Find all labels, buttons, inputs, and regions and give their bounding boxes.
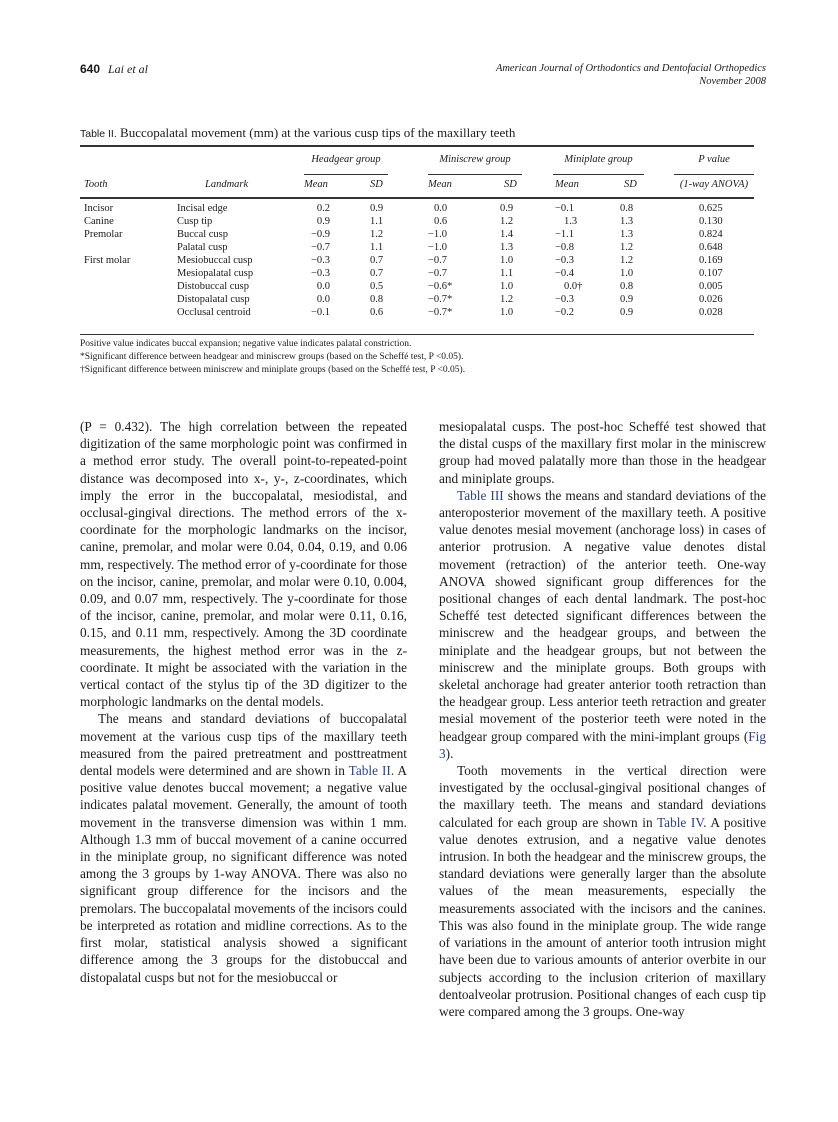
hg-sd-cell: 0.7 xyxy=(370,268,384,279)
table-ii-link[interactable]: Table II xyxy=(348,763,391,779)
p-value-cell: 0.130 xyxy=(699,216,723,227)
mp-sd-cell: 1.3 xyxy=(620,229,634,240)
col-header-ms-sd: SD xyxy=(504,179,517,190)
p-value-cell: 0.026 xyxy=(699,294,723,305)
fig-3-link[interactable]: Fig 3 xyxy=(439,728,766,761)
landmark-cell: Cusp tip xyxy=(177,216,213,227)
tooth-cell: Incisor xyxy=(84,203,114,214)
tooth-cell: First molar xyxy=(84,255,131,266)
mp-mean-cell: 0.0† xyxy=(564,281,583,292)
landmark-cell: Mesiopalatal cusp xyxy=(177,268,254,279)
mp-sd-cell: 1.0 xyxy=(620,268,634,279)
hg-sd-cell: 0.9 xyxy=(370,203,384,214)
hg-mean-cell: 0.9 xyxy=(316,216,330,227)
table-row xyxy=(0,229,838,242)
table-row xyxy=(0,294,838,307)
table-caption xyxy=(80,125,515,141)
paragraph-text: . A positive value denotes buccal movement; a negative value indicates palatal movement. Generally, the amount of tooth movement in the transverse dimension was within 1 mm. Although 1.3 mm of buccal movement of a canine occurred in the miniplate group, no significant difference was noted among the 3 groups by 1-way ANOVA. There was also no significant group difference for the incisors and the premolars. The buccopalatal movements of the incisors could be interpreted as rotation and midline corrections. As to the first molar, statistical analysis showed a significant difference among the 3 groups for the distobuccal and distopalatal cusps but not for the mesiobuccal or xyxy=(80,763,407,985)
ms-mean-cell: −0.7 xyxy=(428,268,448,279)
ms-sd-cell: 1.2 xyxy=(500,294,514,305)
mp-sd-cell: 0.9 xyxy=(620,307,634,318)
ms-mean-cell: 0.0 xyxy=(434,203,448,214)
table-row xyxy=(0,216,838,229)
hg-sd-cell: 0.7 xyxy=(370,255,384,266)
paragraph-scheffe-result: mesiopalatal cusps. The post-hoc Scheffé test showed that the distal cusps of the maxillary first molar in the miniscrew group had moved palatally more than those in the headgear and miniplate groups. xyxy=(439,419,766,486)
table-row xyxy=(0,203,838,216)
hg-mean-cell: −0.3 xyxy=(310,255,330,266)
body-column-left xyxy=(80,418,407,986)
ms-sd-cell: 1.1 xyxy=(500,268,514,279)
group-header-miniplate: Miniplate group xyxy=(564,154,633,165)
col-header-mp-mean: Mean xyxy=(555,179,579,190)
hg-sd-cell: 0.8 xyxy=(370,294,384,305)
ms-mean-cell: −0.7* xyxy=(428,307,453,318)
mp-mean-cell: −0.4 xyxy=(555,268,575,279)
journal-info xyxy=(496,62,766,88)
ms-mean-cell: −1.0 xyxy=(428,242,448,253)
landmark-cell: Incisal edge xyxy=(177,203,228,214)
hg-sd-cell: 1.1 xyxy=(370,242,384,253)
ms-mean-cell: −0.7* xyxy=(428,294,453,305)
landmark-cell: Occlusal centroid xyxy=(177,307,251,318)
p-value-cell: 0.169 xyxy=(699,255,723,266)
ms-mean-cell: −1.0 xyxy=(428,229,448,240)
hg-mean-cell: −0.9 xyxy=(310,229,330,240)
p-value-cell: 0.625 xyxy=(699,203,723,214)
p-value-cell: 0.005 xyxy=(699,281,723,292)
hg-mean-cell: −0.7 xyxy=(310,242,330,253)
table-row xyxy=(0,255,838,268)
table-footnote-asterisk: *Significant difference between headgear and miniscrew groups (based on the Scheffé test, P <0.05). xyxy=(80,352,464,362)
landmark-cell: Mesiobuccal cusp xyxy=(177,255,253,266)
table-top-rule xyxy=(80,145,754,147)
landmark-cell: Distopalatal cusp xyxy=(177,294,250,305)
ms-sd-cell: 1.0 xyxy=(500,307,514,318)
col-header-landmark: Landmark xyxy=(205,179,249,190)
landmark-cell: Palatal cusp xyxy=(177,242,228,253)
ms-sd-cell: 1.0 xyxy=(500,255,514,266)
hg-sd-cell: 0.6 xyxy=(370,307,384,318)
ms-mean-cell: 0.6 xyxy=(434,216,448,227)
journal-title: American Journal of Orthodontics and Dentofacial Orthopedics xyxy=(495,63,766,74)
mp-sd-cell: 1.2 xyxy=(620,242,634,253)
mp-mean-cell: −0.3 xyxy=(555,294,575,305)
ms-sd-cell: 1.3 xyxy=(500,242,514,253)
authors: Lai et al xyxy=(108,62,149,76)
col-header-ms-mean: Mean xyxy=(428,179,452,190)
mp-sd-cell: 1.3 xyxy=(620,216,634,227)
mp-sd-cell: 0.8 xyxy=(620,281,634,292)
col-header-mp-sd: SD xyxy=(624,179,637,190)
paragraph-text: ). xyxy=(445,745,454,761)
table-footnote-sign-convention: Positive value indicates buccal expansion; negative value indicates palatal constriction. xyxy=(80,339,412,349)
p-value-cell: 0.648 xyxy=(699,242,723,253)
hg-mean-cell: 0.0 xyxy=(316,281,330,292)
running-head xyxy=(80,62,766,92)
mp-sd-cell: 0.9 xyxy=(620,294,634,305)
miniplate-underline xyxy=(553,174,644,175)
ms-mean-cell: −0.6* xyxy=(428,281,453,292)
table-row xyxy=(0,281,838,294)
p-value-cell: 0.028 xyxy=(699,307,723,318)
hg-sd-cell: 1.1 xyxy=(370,216,384,227)
paragraph-text: The means and standard deviations of buccopalatal movement at the various cusp tips of the maxillary teeth measured from the paired pretreatment and posttreatment dental models were determined and are shown in xyxy=(80,711,407,779)
table-row xyxy=(0,242,838,255)
mp-sd-cell: 0.8 xyxy=(620,203,634,214)
group-header-miniscrew: Miniscrew group xyxy=(439,154,511,165)
table-iii-link[interactable]: Table III xyxy=(457,487,504,503)
hg-mean-cell: 0.0 xyxy=(316,294,330,305)
headgear-underline xyxy=(304,174,388,175)
paragraph-vertical xyxy=(439,762,766,1020)
miniscrew-underline xyxy=(428,174,522,175)
table-row xyxy=(0,307,838,320)
group-header-pvalue: P value xyxy=(698,154,730,165)
body-column-right xyxy=(439,418,766,1020)
hg-mean-cell: −0.1 xyxy=(310,307,330,318)
landmark-cell: Distobuccal cusp xyxy=(177,281,250,292)
ms-mean-cell: −0.7 xyxy=(428,255,448,266)
mp-mean-cell: 1.3 xyxy=(564,216,578,227)
table-footnote-dagger: †Significant difference between miniscrew and miniplate groups (based on the Scheffé test, P <0.05). xyxy=(80,365,466,375)
col-header-anova: (1-way ANOVA) xyxy=(679,179,749,190)
pvalue-underline xyxy=(674,174,754,175)
mp-mean-cell: −0.2 xyxy=(555,307,575,318)
col-header-tooth: Tooth xyxy=(84,179,108,190)
mp-sd-cell: 1.2 xyxy=(620,255,634,266)
paragraph-method-error: (P = 0.432). The high correlation between the repeated digitization of the same morphologic point was confirmed in a method error study. The overall point-to-repeated-point distance was decomposed into x-, y-, z-coordinates, which imply the error in the buccopalatal, mesiodistal, and occlusal-gingival directions. The method errors of the x-coordinate for the morphologic landmarks on the incisor, canine, premolar, and molar were 0.04, 0.04, 0.19, and 0.06 mm, respectively. The method error of y-coordinate for those on the incisor, canine, premolar, and molar were 0.10, 0.004, 0.09, and 0.07 mm, respectively. The y-coordinate for those of the incisor, canine, premolar, and molar were 0.11, 0.16, 0.15, and 0.11 mm, respectively. Among the 3D coordinate measurements, the highest method error was in the z-coordinate. It might be associated with the variation in the vertical contact of the stylus tip of the 3D digitizer to the morphologic landmarks on the dental models. xyxy=(80,419,407,710)
issue-date: November 2008 xyxy=(699,76,766,87)
paragraph-anteroposterior xyxy=(439,487,766,762)
paragraph-text: shows the means and standard deviations of the anteroposterior movement of the maxillary teeth. A positive value denotes mesial movement (anchorage loss) in cases of anterior protrusion. A negative value denotes distal movement (retraction) of the anterior teeth. One-way ANOVA showed significant group differences for the positional changes of each dental landmark. The post-hoc Scheffé test detected significant differences between the miniscrew and the headgear groups, and between the miniplate and the headgear groups, but not between the miniscrew and the miniplate groups. Both groups with skeletal anchorage had greater anterior tooth retraction than the headgear group. Less anterior teeth retraction and greater mesial movement of the posterior teeth were noted in the headgear group compared with the mini-implant groups ( xyxy=(439,487,766,744)
hg-mean-cell: −0.3 xyxy=(310,268,330,279)
tooth-cell: Premolar xyxy=(84,229,123,240)
ms-sd-cell: 1.2 xyxy=(500,216,514,227)
col-header-hg-mean: Mean xyxy=(304,179,328,190)
table-iv-link[interactable]: Table IV xyxy=(656,814,704,830)
mp-mean-cell: −0.8 xyxy=(555,242,575,253)
table-header-rule xyxy=(80,197,754,199)
group-header-headgear: Headgear group xyxy=(311,154,381,165)
mp-mean-cell: −1.1 xyxy=(555,229,575,240)
hg-sd-cell: 1.2 xyxy=(370,229,384,240)
paragraph-text: Tooth movements in the vertical direction were investigated by the occlusal-gingival positional changes of the maxillary teeth. The means and standard deviations calculated for each group are shown in xyxy=(439,763,766,830)
table-title: Buccopalatal movement (mm) at the various cusp tips of the maxillary teeth xyxy=(120,125,516,140)
table-label: Table II. xyxy=(80,128,117,140)
mp-mean-cell: −0.1 xyxy=(555,203,575,214)
p-value-cell: 0.824 xyxy=(699,229,723,240)
hg-mean-cell: 0.2 xyxy=(316,203,330,214)
paragraph-text: . A positive value denotes extrusion, and a negative value denotes intrusion. In both the headgear and the miniscrew groups, the standard deviations were generally larger than the absolute values of the mean measurements, especially the measurements associated with the incisors and the canines. This was also found in the miniplate group. The wide range of variations in the amount of anterior tooth intrusion might have been due to various amounts of anterior overbite in our subjects according to the inclusion criterion of maxillary dentoalveolar protrusion. Positional changes of each cusp tip were compared among the 3 groups. One-way xyxy=(439,814,766,1019)
ms-sd-cell: 0.9 xyxy=(500,203,514,214)
landmark-cell: Buccal cusp xyxy=(177,229,229,240)
table-row xyxy=(0,268,838,281)
table-bottom-rule xyxy=(80,334,754,335)
hg-sd-cell: 0.5 xyxy=(370,281,384,292)
paragraph-buccopalatal xyxy=(80,710,407,985)
ms-sd-cell: 1.0 xyxy=(500,281,514,292)
ms-sd-cell: 1.4 xyxy=(500,229,514,240)
p-value-cell: 0.107 xyxy=(699,268,723,279)
col-header-hg-sd: SD xyxy=(370,179,383,190)
mp-mean-cell: −0.3 xyxy=(555,255,575,266)
page-number: 640 xyxy=(80,62,101,76)
tooth-cell: Canine xyxy=(84,216,114,227)
